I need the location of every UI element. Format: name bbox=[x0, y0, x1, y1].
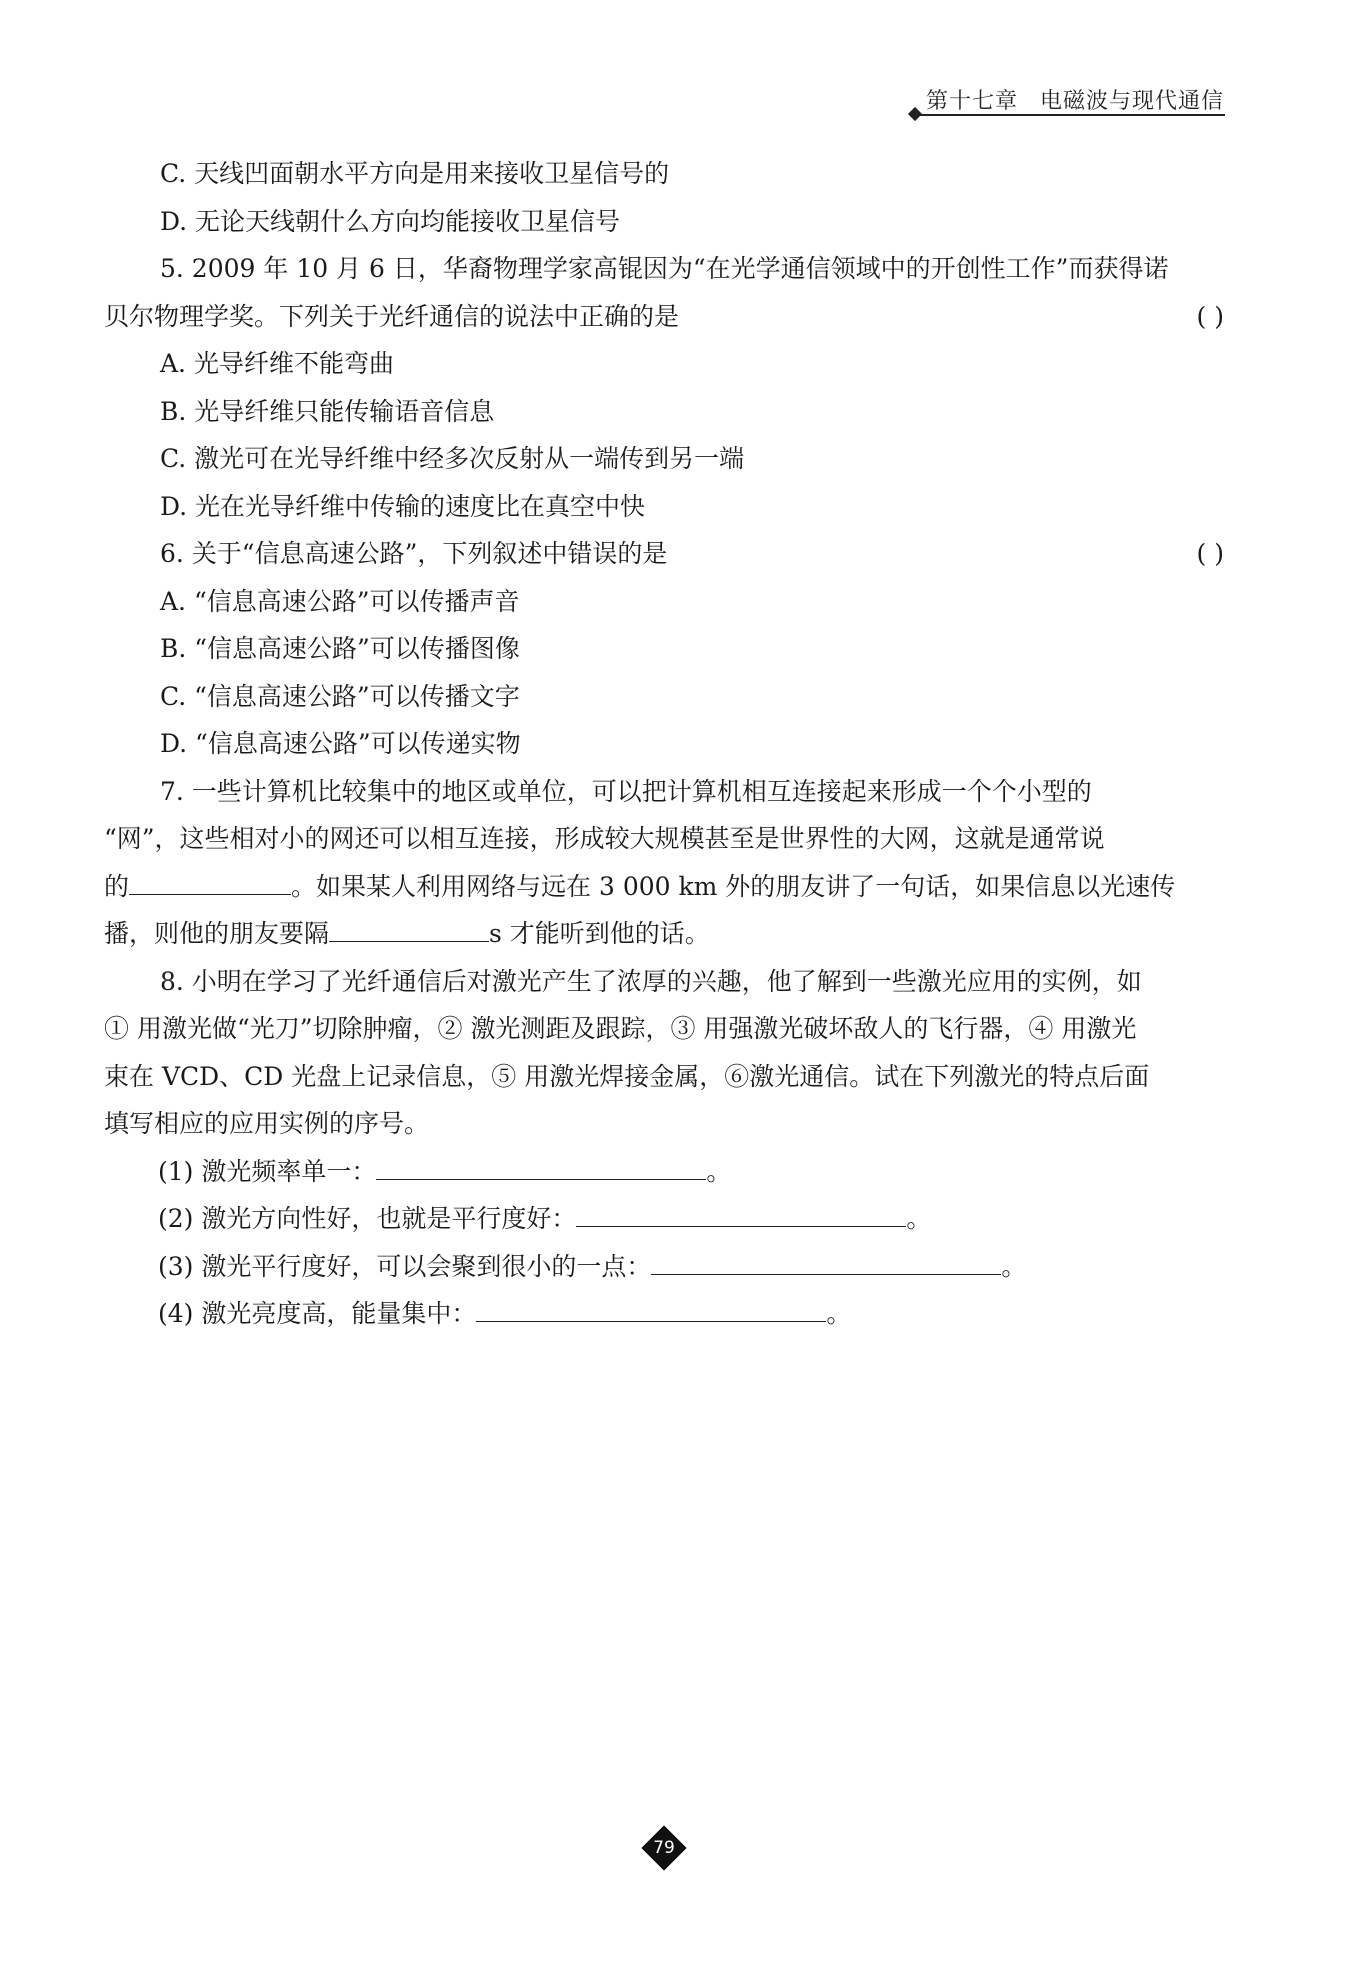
q6-option-d: D. “信息高速公路”可以传递实物 bbox=[160, 729, 521, 758]
q8-item-4-blank[interactable] bbox=[476, 1291, 826, 1322]
q5-option-c: C. 激光可在光导纤维中经多次反射从一端传到另一端 bbox=[160, 444, 745, 473]
q8-item-3-label: (3) 激光平行度好，可以会聚到很小的一点： bbox=[158, 1251, 652, 1281]
q8-item-1-end: 。 bbox=[706, 1156, 732, 1186]
q5-stem-text: 贝尔物理学奖。下列关于光纤通信的说法中正确的是 bbox=[104, 301, 680, 331]
q5-stem-line2 bbox=[104, 293, 1224, 341]
chapter-number: 第十七章 bbox=[925, 89, 1018, 114]
q8-item-4-end: 。 bbox=[826, 1299, 852, 1328]
q4-option-d: D. 无论天线朝什么方向均能接收卫星信号 bbox=[160, 206, 621, 236]
q8-item-1-label: (1) 激光频率单一： bbox=[158, 1156, 377, 1186]
q6-option-b: B. “信息高速公路”可以传播图像 bbox=[160, 634, 520, 663]
q5-option-a: A. 光导纤维不能弯曲 bbox=[160, 349, 394, 378]
q8-item-1-blank[interactable] bbox=[376, 1149, 706, 1180]
page-header bbox=[926, 84, 1224, 115]
q4-option-c: C. 天线凹面朝水平方向是用来接收卫星信号的 bbox=[160, 159, 670, 188]
q8-item-4 bbox=[104, 1290, 1224, 1338]
q8-item-3 bbox=[104, 1243, 1224, 1291]
q6-stem-line bbox=[104, 530, 1224, 578]
page-number-badge bbox=[642, 1826, 686, 1870]
q5-stem-line1: 5. 2009 年 10 月 6 日，华裔物理学家高锟因为“在光学通信领域中的开创性工作”而获得诺 bbox=[160, 254, 1169, 283]
q7-line4-post: s 才能听到他的话。 bbox=[489, 919, 710, 948]
q8-item-1 bbox=[104, 1148, 1224, 1196]
q7-line4 bbox=[104, 910, 1224, 958]
q7-line3-pre: 的 bbox=[104, 871, 130, 901]
q8-line3: 束在 VCD、CD 光盘上记录信息，⑤ 用激光焊接金属，⑥激光通信。试在下列激光的特点后面 bbox=[104, 1061, 1150, 1091]
q6-answer-paren: ( ) bbox=[1196, 539, 1224, 568]
q8-item-2-label: (2) 激光方向性好，也就是平行度好： bbox=[158, 1204, 577, 1233]
q6-option-a: A. “信息高速公路”可以传播声音 bbox=[160, 586, 520, 616]
chapter-title: 电磁波与现代通信 bbox=[1039, 89, 1224, 114]
q6-stem-text: 6. 关于“信息高速公路”，下列叙述中错误的是 bbox=[160, 539, 668, 568]
q7-blank-2[interactable] bbox=[329, 911, 489, 942]
q8-item-2 bbox=[104, 1195, 1224, 1243]
q5-option-d: D. 光在光导纤维中传输的速度比在真空中快 bbox=[160, 491, 646, 521]
q6-option-c: C. “信息高速公路”可以传播文字 bbox=[160, 681, 520, 711]
q7-line1: 7. 一些计算机比较集中的地区或单位，可以把计算机相互连接起来形成一个个小型的 bbox=[160, 776, 1092, 806]
header-rule bbox=[915, 114, 1225, 116]
q8-item-3-end: 。 bbox=[1001, 1251, 1027, 1281]
page-content bbox=[104, 150, 1224, 1338]
q5-option-b: B. 光导纤维只能传输语音信息 bbox=[160, 396, 495, 426]
q8-item-4-label: (4) 激光亮度高，能量集中： bbox=[158, 1299, 477, 1328]
q8-item-3-blank[interactable] bbox=[651, 1244, 1001, 1275]
q7-line3-post: 。如果某人利用网络与远在 3 000 km 外的朋友讲了一句话，如果信息以光速传 bbox=[291, 871, 1176, 901]
q8-line2: ① 用激光做“光刀”切除肿瘤，② 激光测距及跟踪，③ 用强激光破坏敌人的飞行器，④ 用激光 bbox=[104, 1014, 1137, 1043]
q8-line1: 8. 小明在学习了光纤通信后对激光产生了浓厚的兴趣，他了解到一些激光应用的实例，如 bbox=[160, 966, 1142, 996]
q8-item-2-blank[interactable] bbox=[576, 1196, 906, 1227]
q5-answer-paren: ( ) bbox=[1196, 301, 1224, 331]
q7-blank-1[interactable] bbox=[129, 864, 291, 895]
q8-line4: 填写相应的应用实例的序号。 bbox=[104, 1109, 430, 1138]
q8-item-2-end: 。 bbox=[906, 1204, 932, 1233]
q7-line4-pre: 播，则他的朋友要隔 bbox=[104, 919, 330, 948]
q7-line2: “网”，这些相对小的网还可以相互连接，形成较大规模甚至是世界性的大网，这就是通常说 bbox=[104, 824, 1105, 853]
page-number: 79 bbox=[653, 1838, 675, 1858]
q7-line3 bbox=[104, 863, 1224, 911]
